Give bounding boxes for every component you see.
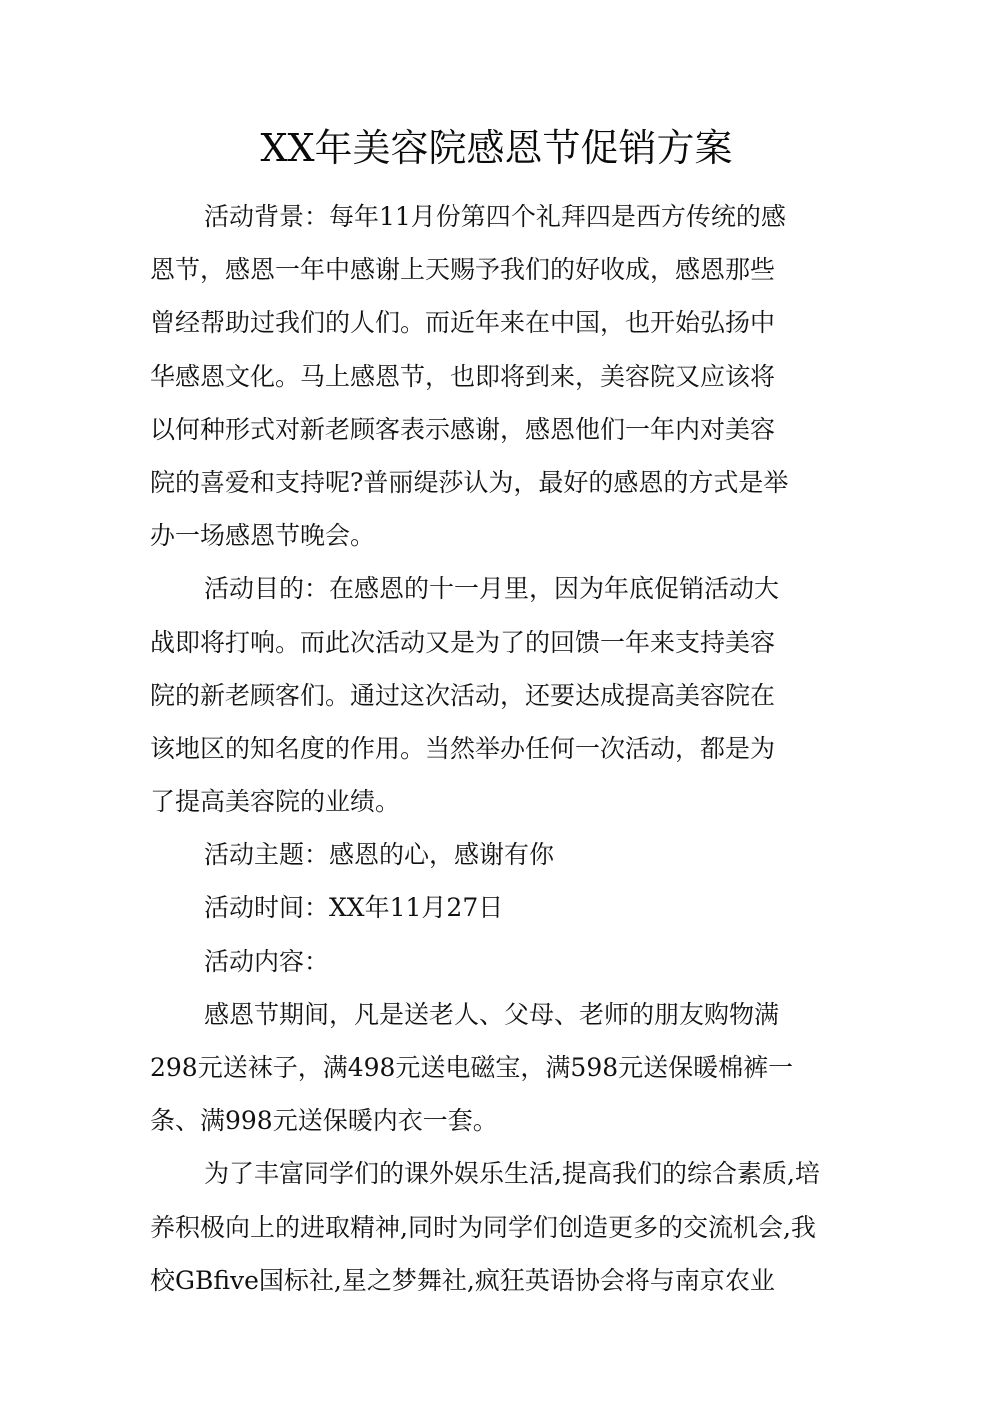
paragraph-purpose-line-3: 院的新老顾客们。通过这次活动，还要达成提高美容院在 [150, 680, 776, 710]
paragraph-purpose-line-2: 战即将打响。而此次活动又是为了的回馈一年来支持美容 [150, 627, 776, 657]
paragraph-background-line-6: 院的喜爱和支持呢?普丽缇莎认为，最好的感恩的方式是举 [150, 467, 789, 497]
paragraph-background-line-5: 以何种形式对新老顾客表示感谢，感恩他们一年内对美容 [150, 414, 776, 444]
paragraph-offer-line-1: 感恩节期间，凡是送老人、父母、老师的朋友购物满 [204, 999, 780, 1029]
paragraph-background-line-1: 活动背景：每年11月份第四个礼拜四是西方传统的感 [204, 202, 786, 231]
paragraph-purpose-line-5: 了提高美容院的业绩。 [150, 787, 401, 817]
paragraph-background-line-2: 恩节，感恩一年中感谢上天赐予我们的好收成，感恩那些 [150, 255, 776, 285]
paragraph-purpose-line-4: 该地区的知名度的作用。当然举办任何一次活动，都是为 [150, 733, 776, 763]
paragraph-purpose-line-1: 活动目的：在感恩的十一月里，因为年底促销活动大 [204, 574, 780, 604]
paragraph-time: 活动时间：XX年11月27日 [204, 893, 504, 923]
paragraph-background-line-7: 办一场感恩节晚会。 [150, 521, 376, 551]
paragraph-offer-line-2: 298元送袜子，满498元送电磁宝，满598元送保暖棉裤一 [150, 1053, 794, 1082]
paragraph-theme: 活动主题：感恩的心，感谢有你 [204, 840, 555, 870]
paragraph-content-heading: 活动内容： [204, 946, 330, 976]
paragraph-offer-line-3: 条、满998元送保暖内衣一套。 [150, 1106, 498, 1136]
paragraph-background-line-3: 曾经帮助过我们的人们。而近年来在中国，也开始弘扬中 [150, 308, 776, 338]
document-title: XX年美容院感恩节促销方案 [260, 126, 733, 170]
paragraph-background-line-4: 华感恩文化。马上感恩节，也即将到来，美容院又应该将 [150, 361, 776, 391]
paragraph-club-line-2: 养积极向上的进取精神,同时为同学们创造更多的交流机会,我 [150, 1212, 816, 1242]
paragraph-club-line-1: 为了丰富同学们的课外娱乐生活,提高我们的综合素质,培 [204, 1159, 820, 1189]
paragraph-club-line-3: 校GBfive国标社,星之梦舞社,疯狂英语协会将与南京农业 [150, 1265, 775, 1295]
document-body [150, 190, 850, 1307]
